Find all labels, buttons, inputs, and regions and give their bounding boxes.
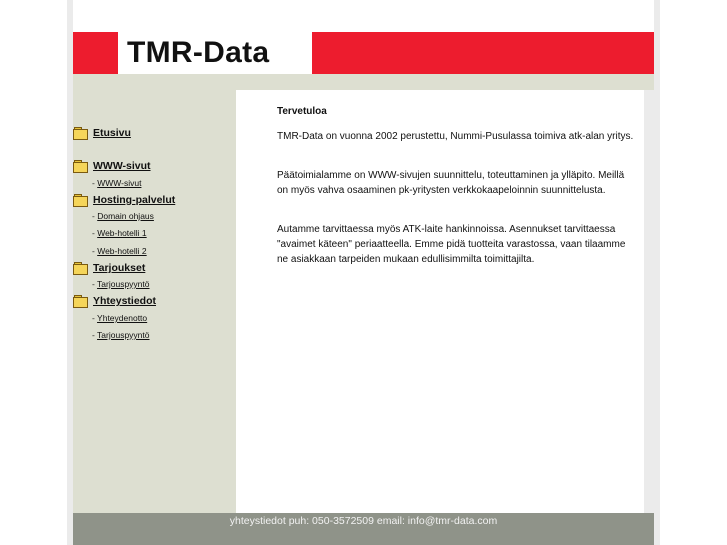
folder-icon xyxy=(73,194,88,206)
nav-sublink[interactable]: Domain ohjaus xyxy=(97,211,154,221)
nav-subitem-web-hotelli-2[interactable] xyxy=(92,245,147,257)
nav-item-yhteystiedot[interactable] xyxy=(73,293,156,309)
nav-subitem-www-sivut[interactable] xyxy=(92,177,141,189)
nav-link-yhteystiedot[interactable]: Yhteystiedot xyxy=(93,295,157,307)
nav-item-tarjoukset[interactable] xyxy=(73,260,145,276)
folder-icon xyxy=(73,262,88,274)
footer xyxy=(73,513,654,545)
nav-subitem-web-hotelli-1[interactable] xyxy=(92,227,147,239)
nav-sublink[interactable]: Web-hotelli 1 xyxy=(97,228,147,238)
nav-item-www-sivut[interactable] xyxy=(73,158,151,174)
nav-link-etusivu[interactable]: Etusivu xyxy=(93,127,131,139)
nav-sub-prefix: - xyxy=(92,211,98,221)
header-strip xyxy=(73,74,654,90)
nav-sublink[interactable]: WWW-sivut xyxy=(97,178,142,188)
nav-sub-prefix: - xyxy=(92,228,98,238)
nav-item-hosting-palvelut[interactable] xyxy=(73,192,175,208)
nav-item-etusivu[interactable] xyxy=(73,125,131,141)
nav-sub-prefix: - xyxy=(92,246,98,256)
nav-subitem-tarjouspyynto[interactable] xyxy=(92,278,150,290)
nav-subitem-domain-ohjaus[interactable] xyxy=(92,210,154,222)
nav-sub-prefix: - xyxy=(92,313,98,323)
nav-sublink[interactable]: Yhteydenotto xyxy=(97,313,148,323)
nav-subitem-tarjouspyynto-2[interactable] xyxy=(92,329,150,341)
procurement-paragraph: Autamme tarvittaessa myös ATK-laite hankinnoissa. Asennukset tarvittaessa "avaimet käteen" periaatteella. Emme pidä tuotteita varastossa, vaan tilaamme ne asiakkaan tarpeiden mukaan edullisimmilta toimittajilta. xyxy=(277,224,626,265)
nav-link-tarjoukset[interactable]: Tarjoukset xyxy=(93,262,146,274)
nav-sublink[interactable]: Tarjouspyyntö xyxy=(97,330,150,340)
nav-sub-prefix: - xyxy=(92,178,98,188)
nav-sub-prefix: - xyxy=(92,330,98,340)
page-title: Tervetuloa xyxy=(277,106,327,117)
intro-paragraph: TMR-Data on vuonna 2002 perustettu, Nummi-Pusulassa toimiva atk-alan yritys. xyxy=(277,131,634,142)
nav-sublink[interactable]: Tarjouspyyntö xyxy=(97,279,150,289)
content-right-border xyxy=(644,90,654,513)
nav-sub-prefix: - xyxy=(92,279,98,289)
nav-subitem-yhteydenotto[interactable] xyxy=(92,312,147,324)
main-content xyxy=(236,90,644,513)
folder-icon xyxy=(73,295,88,307)
folder-icon xyxy=(73,127,88,139)
services-paragraph: Päätoimialamme on WWW-sivujen suunnittelu, toteuttaminen ja ylläpito. Meillä on myös vahva osaaminen pk-yritysten verkkokaapeloinnin suunnittelusta. xyxy=(277,170,625,196)
folder-icon xyxy=(73,160,88,172)
nav-sublink[interactable]: Web-hotelli 2 xyxy=(97,246,147,256)
nav-link-www-sivut[interactable]: WWW-sivut xyxy=(93,160,151,172)
nav-link-hosting-palvelut[interactable]: Hosting-palvelut xyxy=(93,194,176,206)
footer-contact: yhteystiedot puh: 050-3572509 email: info@tmr-data.com xyxy=(229,515,498,527)
site-logo[interactable]: TMR-Data xyxy=(127,36,270,69)
